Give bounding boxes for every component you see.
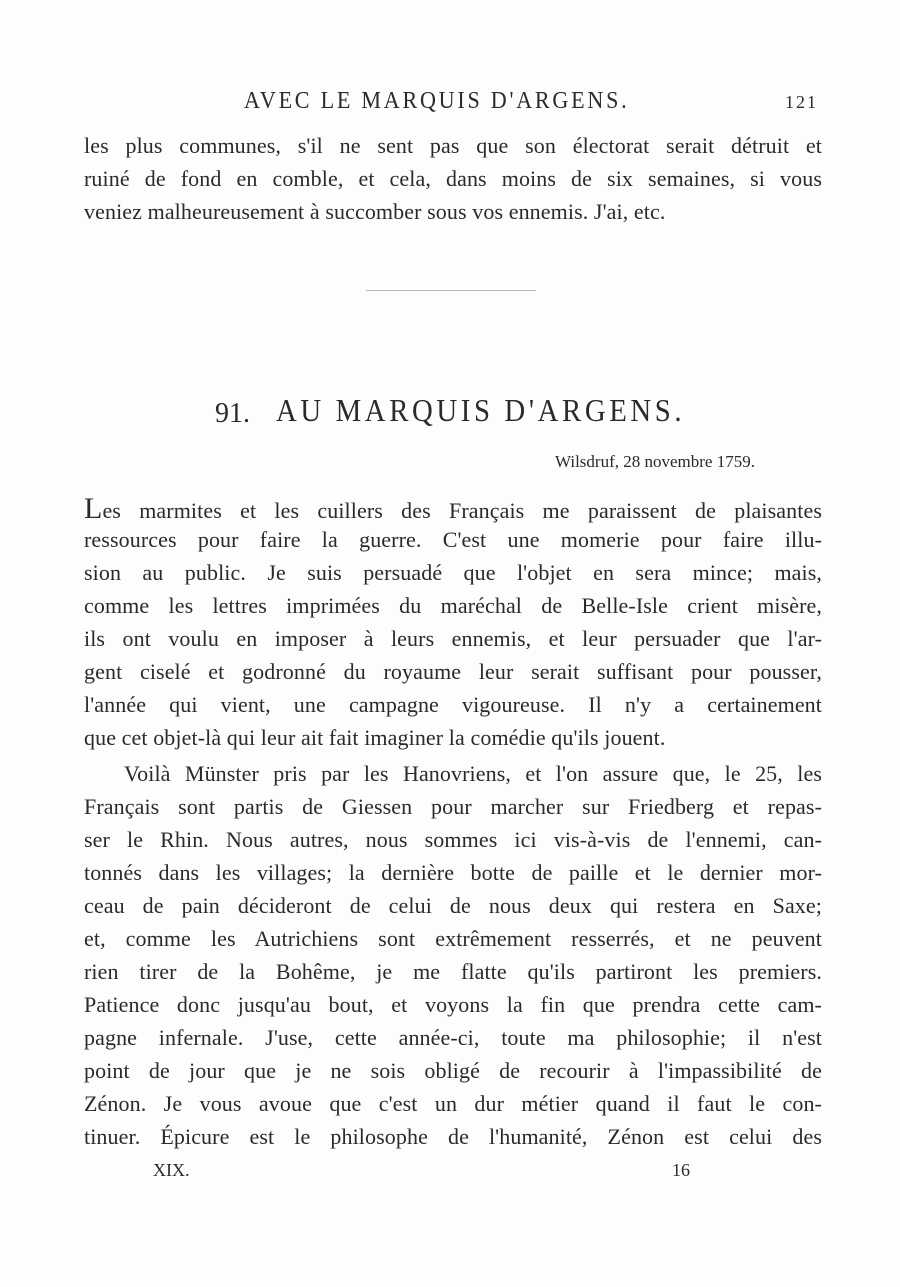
text-line: Français sont partis de Giessen pour marcher sur Friedberg et repas- [84, 794, 822, 819]
sheet-number: 16 [672, 1160, 690, 1180]
text-line: que cet objet-là qui leur ait fait imaginer la comédie qu'ils jouent. [84, 725, 666, 750]
text-line: Patience donc jusqu'au bout, et voyons la fin que prendra cette cam- [84, 992, 822, 1017]
text-line: comme les lettres imprimées du maréchal de Belle-Isle crient misère, [84, 593, 822, 618]
text-line: Les marmites et les cuillers des Français me paraissent de plaisantes [84, 492, 822, 525]
text-line: pagne infernale. J'use, cette année-ci, toute ma philosophie; il n'est [84, 1025, 822, 1050]
text-line: ceau de pain décideront de celui de nous deux qui restera en Saxe; [84, 893, 822, 918]
text-line: les plus communes, s'il ne sent pas que son électorat serait détruit et [84, 133, 822, 158]
signature-mark: XIX. [153, 1160, 190, 1180]
text-line: ser le Rhin. Nous autres, nous sommes ici vis-à-vis de l'ennemi, can- [84, 827, 822, 852]
text-line: ressources pour faire la guerre. C'est une momerie pour faire illu- [84, 527, 822, 552]
running-title: AVEC LE MARQUIS D'ARGENS. [244, 88, 630, 114]
text-line: gent ciselé et godronné du royaume leur serait suffisant pour pousser, [84, 659, 822, 684]
text-line: l'année qui vient, une campagne vigoureuse. Il n'y a certainement [84, 692, 822, 717]
section-divider [366, 290, 536, 291]
text-line: et, comme les Autrichiens sont extrêmement resserrés, et ne peuvent [84, 926, 822, 951]
text-line: ruiné de fond en comble, et cela, dans moins de six semaines, si vous [84, 166, 822, 191]
text-line: Voilà Münster pris par les Hanovriens, et l'on assure que, le 25, les [124, 761, 822, 786]
text-line: veniez malheureusement à succomber sous vos ennemis. J'ai, etc. [84, 199, 666, 224]
letter-number: 91. [215, 398, 250, 429]
text-line: tonnés dans les villages; la dernière botte de paille et le dernier mor- [84, 860, 822, 885]
text-line: tinuer. Épicure est le philosophe de l'humanité, Zénon est celui des [84, 1124, 822, 1149]
drop-cap: L [84, 492, 103, 525]
dateline: Wilsdruf, 28 novembre 1759. [555, 452, 755, 471]
text-line: ils ont voulu en imposer à leurs ennemis, et leur persuader que l'ar- [84, 626, 822, 651]
letter-heading [0, 392, 900, 432]
page-number: 121 [785, 92, 818, 112]
letter-title: AU MARQUIS D'ARGENS. [276, 392, 686, 428]
text-line: rien tirer de la Bohême, je me flatte qu'ils partiront les premiers. [84, 959, 822, 984]
text-line: point de jour que je ne sois obligé de recourir à l'impassibilité de [84, 1058, 822, 1083]
text-line: sion au public. Je suis persuadé que l'objet en sera mince; mais, [84, 560, 822, 585]
running-head [0, 88, 900, 118]
text-line: Zénon. Je vous avoue que c'est un dur métier quand il faut le con- [84, 1091, 822, 1116]
